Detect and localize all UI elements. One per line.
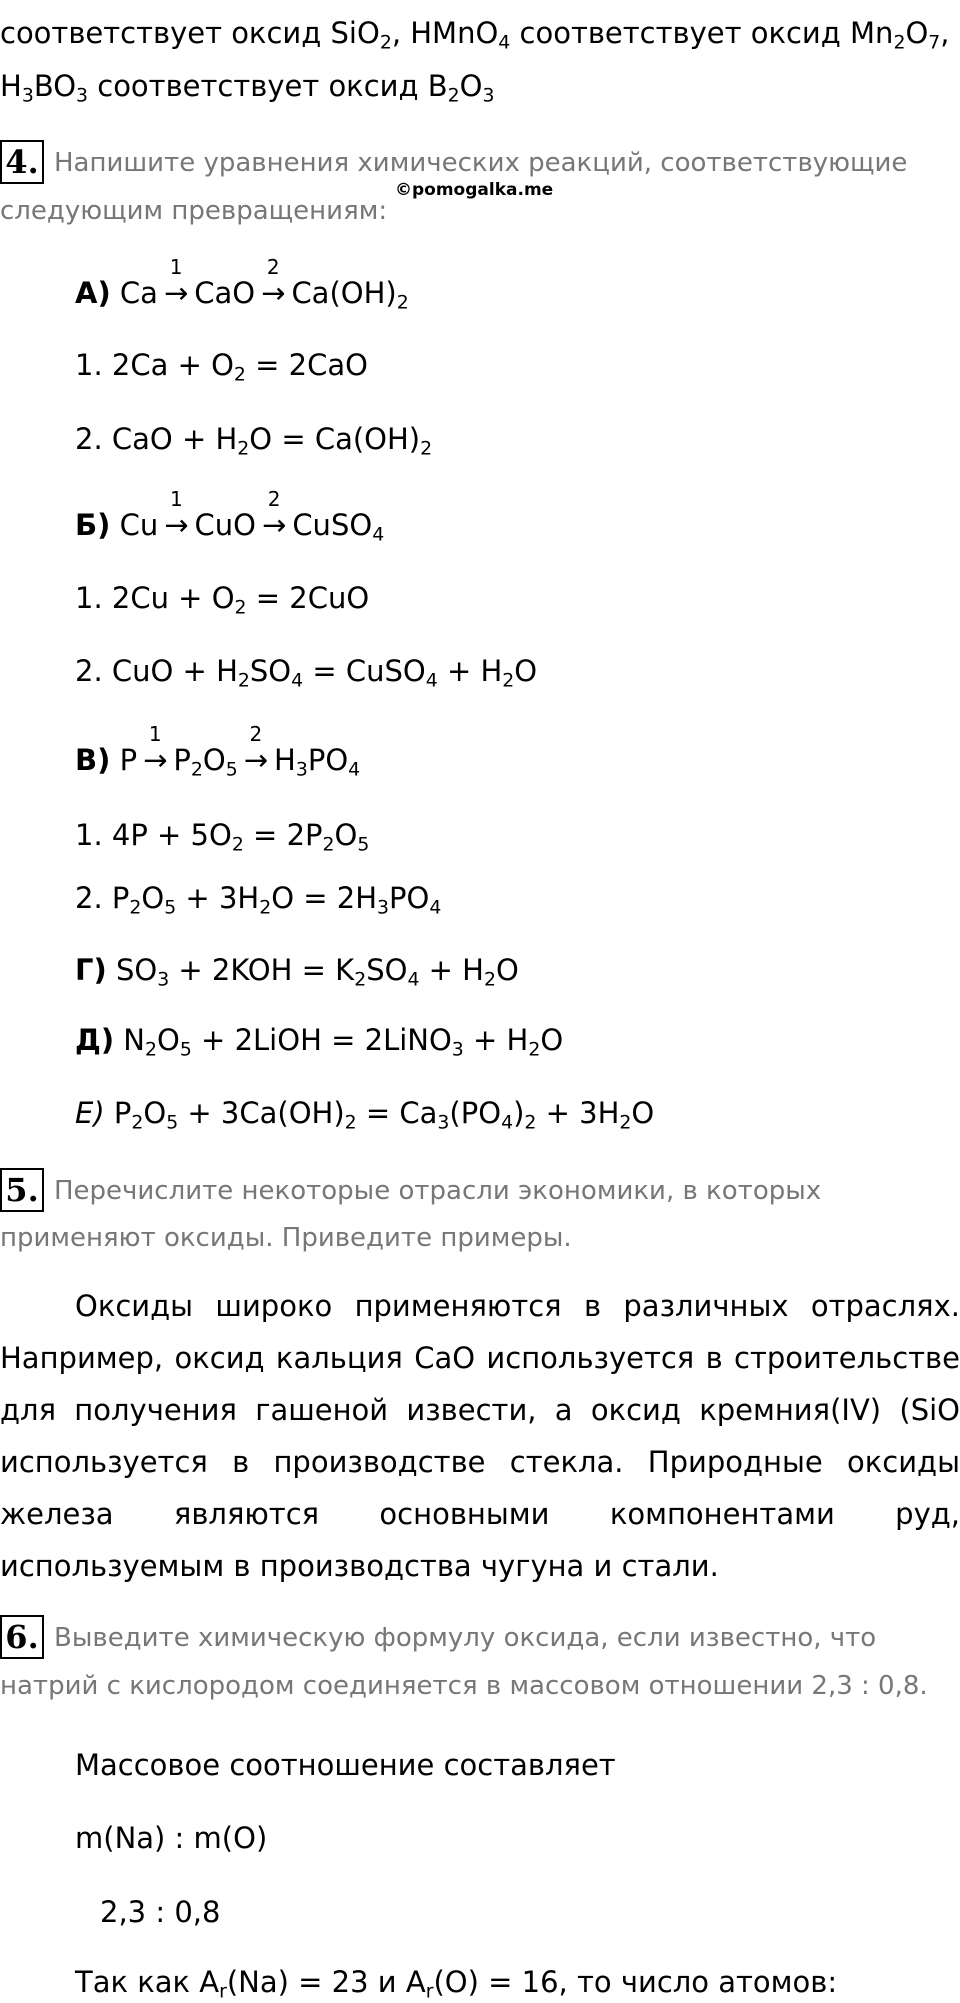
paragraph-line: Например, оксид кальция CaO используется в строительстве: [0, 1341, 960, 1375]
equation: 1. $2Ca + O_2 = 2CaO$: [75, 348, 368, 386]
watermark: ©pomogalka.me: [395, 180, 554, 200]
solution-line: 2,3 : 0,8: [100, 1895, 221, 1929]
task-question-line: Напишите уравнения химических реакций, соответствующие: [54, 148, 908, 178]
equation-d: Д) $N_2O_5$ + 2LiOH = 2LiNO$_3$ + $H_2O$: [75, 1023, 564, 1061]
task-question-line: следующим превращениям:: [0, 196, 388, 226]
task-number: 5.: [0, 1168, 44, 1212]
equation-g: Г) $SO_3 + 2KOH = K_2SO_4 + H_2O$: [75, 953, 519, 991]
paragraph-line: используется в производстве стекла. Природные оксиды: [0, 1445, 960, 1479]
paragraph-line: Оксиды широко применяются в различных отраслях.: [75, 1289, 960, 1323]
formula-chain-b: Б) Cu 1 → CuO 2 → CuSO$_4$: [75, 487, 385, 546]
solution-line: m(Na) : m(O): [75, 1821, 268, 1855]
equation: 1. $2Cu + O_2 = 2CuO$: [75, 581, 370, 619]
equation: 2. CuO + $H_2SO_4$ = CuSO$_4$ + $H_2O$: [75, 654, 538, 692]
solution-line: Массовое соотношение составляет: [75, 1748, 616, 1782]
paragraph-line: используемым в производства чугуна и стали.: [0, 1549, 719, 1583]
task-question-line: натрий с кислородом соединяется в массовом отношении 2,3 : 0,8.: [0, 1671, 928, 1701]
equation-e: Е) $P_2O_5 + 3Ca(OH)_2 = Ca_3(PO_4)_2 + 3H_2O$: [75, 1096, 655, 1134]
task-number: 4.: [0, 140, 44, 184]
task-question-line: Перечислите некоторые отрасли экономики, в которых: [54, 1176, 822, 1206]
equation: 2. CaO + $H_2O = Ca(OH)_2$: [75, 422, 433, 460]
intro-line-1: соответствует оксид SiO$_2$, HMnO$_4$ соответствует оксид $Mn_2O_7$,: [0, 16, 950, 54]
task-number: 6.: [0, 1615, 44, 1659]
solution-line: Так как $A_r(Na) = 23$ и $A_r(O) = 16$, то число атомов:: [75, 1965, 838, 2003]
formula-chain-v: В) P 1 → $P_2O_5$ 2 → $H_3PO_4$: [75, 722, 361, 781]
task-6-header: [0, 1615, 876, 1661]
intro-line-2: $H_3BO_3$ соответствует оксид $B_2O_3$: [0, 69, 495, 107]
paragraph-line: для получения гашеной извести, а оксид кремния(IV) (SiO: [0, 1393, 960, 1427]
formula-chain-a: А) Ca 1 → CaO 2 → $Ca(OH)_2$: [75, 255, 409, 314]
task-question-line: Выведите химическую формулу оксида, если известно, что: [54, 1623, 877, 1653]
task-5-header: [0, 1168, 821, 1214]
equation: 2. $P_2O_5 + 3H_2O = 2H_3PO_4$: [75, 881, 442, 919]
answer-paragraph: [0, 1280, 960, 1592]
equation: 1. $4P + 5O_2 = 2P_2O_5$: [75, 818, 370, 856]
task-question-line: применяют оксиды. Приведите примеры.: [0, 1223, 572, 1253]
paragraph-line: железа являются основными компонентами руд,: [0, 1497, 960, 1531]
